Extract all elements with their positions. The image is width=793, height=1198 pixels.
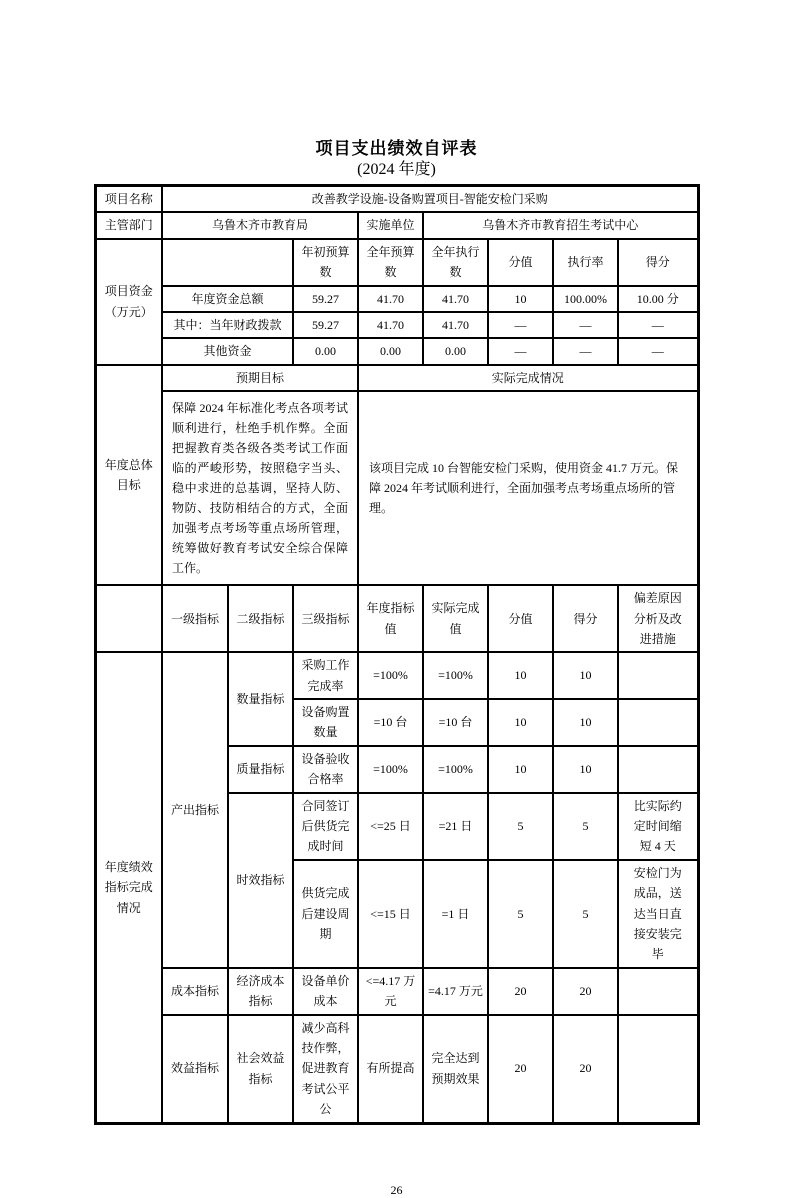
- dept-value: 乌鲁木齐市教育局: [162, 212, 358, 238]
- funding-cell: 100.00%: [553, 286, 618, 312]
- dept-label: 主管部门: [95, 212, 162, 238]
- indicator-target: 有所提高: [358, 1015, 423, 1123]
- indicator-target: <=25 日: [358, 793, 423, 860]
- funding-row-fiscal: [95, 312, 698, 338]
- funding-header-row: [95, 239, 698, 286]
- indicator-name: 减少高科技作弊，促进教育考试公平公: [293, 1015, 358, 1123]
- funding-cell: 41.70: [358, 286, 423, 312]
- funding-cell: —: [488, 312, 553, 338]
- indicator-name: 合同签订后供货完成时间: [293, 793, 358, 860]
- level2-social: 社会效益指标: [228, 1015, 293, 1123]
- indicator-header-target: 年度指标值: [358, 585, 423, 652]
- indicator-actual: =1 日: [423, 860, 488, 968]
- indicator-actual: =100%: [423, 652, 488, 699]
- goal-content-row: [95, 391, 698, 585]
- indicator-score-total: 10: [488, 699, 553, 746]
- indicator-row: [95, 1015, 698, 1123]
- indicator-actual: 完全达到预期效果: [423, 1015, 488, 1123]
- level2-quantity: 数量指标: [228, 652, 293, 746]
- funding-cell: —: [618, 312, 698, 338]
- funding-blank-cell: [162, 239, 293, 286]
- funding-header-score-total: 分值: [488, 239, 553, 286]
- funding-cell: 41.70: [423, 312, 488, 338]
- funding-header-score: 得分: [618, 239, 698, 286]
- indicator-target: <=4.17 万元: [358, 968, 423, 1015]
- indicator-header-score-total: 分值: [488, 585, 553, 652]
- indicator-header-actual: 实际完成值: [423, 585, 488, 652]
- indicator-score: 10: [553, 652, 618, 699]
- department-row: [95, 212, 698, 238]
- funding-row-label: 其他资金: [162, 338, 293, 364]
- indicator-target: =10 台: [358, 699, 423, 746]
- funding-cell: 59.27: [293, 286, 358, 312]
- funding-cell: —: [553, 312, 618, 338]
- indicator-actual: =4.17 万元: [423, 968, 488, 1015]
- funding-cell: 41.70: [358, 312, 423, 338]
- goal-expected-text: 保障 2024 年标准化考点各项考试顺利进行，杜绝手机作弊。全面把握教育类各级各类考试工作面临的严峻形势，按照稳字当头、稳中求进的总基调，坚持人防、物防、技防相结合的方式，全面加强考点考场等重点场所管理，统筹做好教育考试安全综合保障工作。: [162, 391, 358, 585]
- indicator-header-level3: 三级指标: [293, 585, 358, 652]
- indicator-score-total: 5: [488, 860, 553, 968]
- level1-output: 产出指标: [162, 652, 228, 967]
- indicator-score: 5: [553, 860, 618, 968]
- funding-cell: 0.00: [423, 338, 488, 364]
- funding-cell: 41.70: [423, 286, 488, 312]
- indicator-score: 5: [553, 793, 618, 860]
- indicator-actual: =10 台: [423, 699, 488, 746]
- funding-section-label: 项目资金（万元）: [95, 239, 162, 365]
- indicator-header-row: [95, 585, 698, 652]
- indicator-row: [95, 968, 698, 1015]
- project-name-label: 项目名称: [95, 186, 162, 213]
- level2-timeliness: 时效指标: [228, 793, 293, 968]
- indicator-score-total: 20: [488, 1015, 553, 1123]
- level1-cost: 成本指标: [162, 968, 228, 1015]
- indicator-score-total: 20: [488, 968, 553, 1015]
- funding-cell: 10: [488, 286, 553, 312]
- indicator-actual: =21 日: [423, 793, 488, 860]
- goal-expected-header: 预期目标: [162, 365, 358, 391]
- indicator-score-total: 5: [488, 793, 553, 860]
- indicator-deviation: [618, 746, 698, 793]
- indicator-score: 20: [553, 1015, 618, 1123]
- funding-cell: 0.00: [358, 338, 423, 364]
- funding-row-label: 其中：当年财政拨款: [162, 312, 293, 338]
- goal-section-label: 年度总体目标: [95, 365, 162, 585]
- goal-actual-text: 该项目完成 10 台智能安检门采购，使用资金 41.7 万元。保障 2024 年考试顺利进行，全面加强考点考场重点场所的管理。: [358, 391, 698, 585]
- indicator-actual: =100%: [423, 746, 488, 793]
- indicator-score: 20: [553, 968, 618, 1015]
- indicator-deviation: [618, 1015, 698, 1123]
- impl-label: 实施单位: [358, 212, 423, 238]
- page-title: 项目支出绩效自评表: [315, 139, 478, 158]
- funding-cell: 0.00: [293, 338, 358, 364]
- indicator-score: 10: [553, 699, 618, 746]
- self-evaluation-table: [94, 184, 700, 1125]
- funding-header-annual-budget: 全年预算数: [358, 239, 423, 286]
- funding-cell: 59.27: [293, 312, 358, 338]
- funding-cell: —: [553, 338, 618, 364]
- indicator-name: 采购工作完成率: [293, 652, 358, 699]
- project-name-row: [95, 186, 698, 213]
- indicator-name: 设备验收合格率: [293, 746, 358, 793]
- funding-row-total: [95, 286, 698, 312]
- level2-economic: 经济成本指标: [228, 968, 293, 1015]
- indicator-header-level1: 一级指标: [162, 585, 228, 652]
- goal-header-row: [95, 365, 698, 391]
- page-subtitle: (2024 年度): [357, 161, 436, 178]
- funding-row-other: [95, 338, 698, 364]
- indicator-name: 设备购置数量: [293, 699, 358, 746]
- indicator-header-deviation: 偏差原因分析及改进措施: [618, 585, 698, 652]
- indicator-header-level2: 二级指标: [228, 585, 293, 652]
- indicator-name: 供货完成后建设周期: [293, 860, 358, 968]
- level1-benefit: 效益指标: [162, 1015, 228, 1123]
- indicator-name: 设备单价成本: [293, 968, 358, 1015]
- indicator-score: 10: [553, 746, 618, 793]
- funding-cell: 10.00 分: [618, 286, 698, 312]
- indicator-row: [95, 652, 698, 699]
- project-name-value: 改善教学设施-设备购置项目-智能安检门采购: [162, 186, 698, 213]
- indicator-blank-cell: [95, 585, 162, 652]
- impl-value: 乌鲁木齐市教育招生考试中心: [423, 212, 698, 238]
- indicator-deviation: 安检门为成品，送达当日直接安装完毕: [618, 860, 698, 968]
- funding-header-annual-exec: 全年执行数: [423, 239, 488, 286]
- indicator-target: <=15 日: [358, 860, 423, 968]
- funding-cell: —: [488, 338, 553, 364]
- indicator-target: =100%: [358, 746, 423, 793]
- funding-cell: —: [618, 338, 698, 364]
- level2-quality: 质量指标: [228, 746, 293, 793]
- indicator-deviation: [618, 699, 698, 746]
- funding-row-label: 年度资金总额: [162, 286, 293, 312]
- funding-header-exec-rate: 执行率: [553, 239, 618, 286]
- indicator-deviation: 比实际约定时间缩短 4 天: [618, 793, 698, 860]
- indicator-deviation: [618, 968, 698, 1015]
- indicator-score-total: 10: [488, 746, 553, 793]
- goal-actual-header: 实际完成情况: [358, 365, 698, 391]
- indicator-score-total: 10: [488, 652, 553, 699]
- indicator-section-label: 年度绩效指标完成情况: [95, 652, 162, 1123]
- funding-header-initial-budget: 年初预算数: [293, 239, 358, 286]
- page-number: 26: [390, 1182, 403, 1197]
- indicator-target: =100%: [358, 652, 423, 699]
- indicator-header-score: 得分: [553, 585, 618, 652]
- indicator-deviation: [618, 652, 698, 699]
